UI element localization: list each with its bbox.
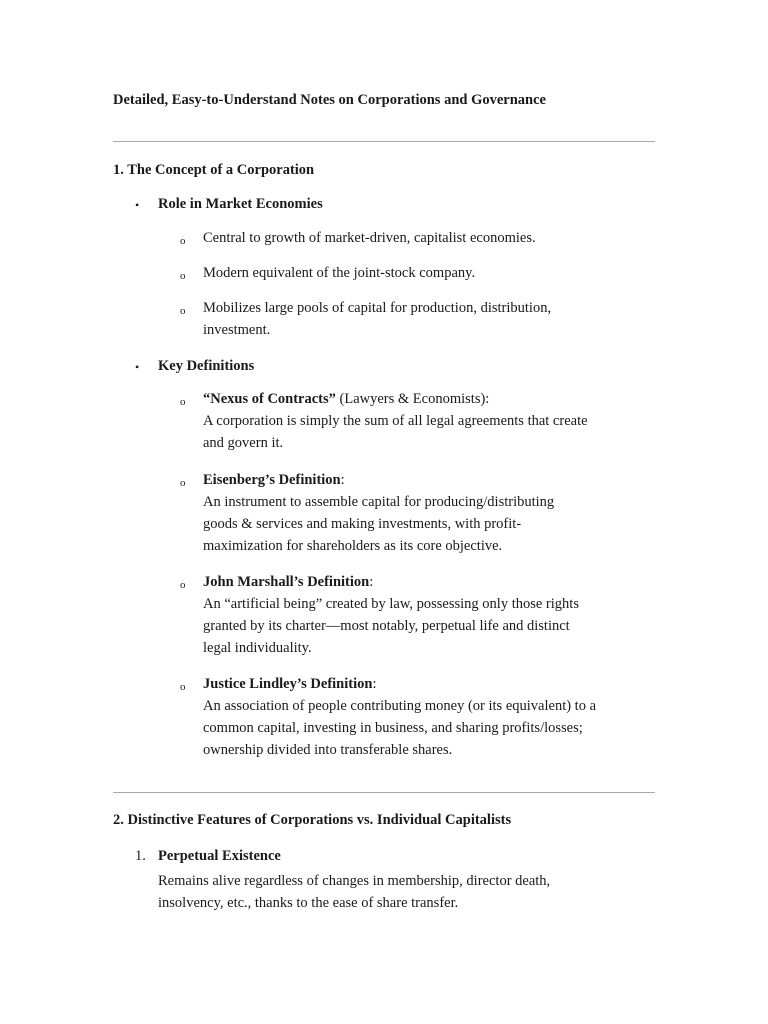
definition-term-suffix: (Lawyers & Economists): — [335, 391, 490, 407]
item-text-line: common capital, investing in business, and sharing profits/losses; — [203, 720, 583, 736]
bullet-marker: • — [135, 198, 140, 212]
horizontal-rule — [113, 141, 655, 142]
item-text-line: An “artificial being” created by law, possessing only those rights — [203, 596, 579, 612]
definition-term-suffix: : — [340, 472, 345, 488]
horizontal-rule — [113, 792, 655, 793]
definition-term: Eisenberg’s Definition — [203, 472, 341, 488]
item-text-line: An association of people contributing money (or its equivalent) to a — [203, 698, 597, 714]
definition-term: John Marshall’s Definition — [203, 574, 370, 590]
definition-term-suffix: : — [369, 574, 374, 590]
definition-term: “Nexus of Contracts” — [203, 391, 336, 407]
item-text-line: Remains alive regardless of changes in membership, director death, — [158, 873, 551, 889]
circle-bullet-marker: o — [180, 579, 186, 591]
bullet-label: Role in Market Economies — [158, 196, 323, 212]
item-text-line: Central to growth of market-driven, capitalist economies. — [203, 230, 536, 246]
definition-term-suffix: : — [372, 676, 377, 692]
item-text-line: ownership divided into transferable shares. — [203, 742, 453, 758]
definition-term: Justice Lindley’s Definition — [203, 676, 373, 692]
circle-bullet-marker: o — [180, 235, 186, 247]
document-title: Detailed, Easy-to-Understand Notes on Corporations and Governance — [113, 92, 546, 108]
item-text-line: An instrument to assemble capital for producing/distributing — [203, 494, 555, 510]
circle-bullet-marker: o — [180, 396, 186, 408]
circle-bullet-marker: o — [180, 477, 186, 489]
item-text-line: insolvency, etc., thanks to the ease of share transfer. — [158, 895, 459, 911]
item-text-line: legal individuality. — [203, 640, 312, 656]
item-text-line: goods & services and making investments, with profit- — [203, 516, 522, 532]
item-text-line: Modern equivalent of the joint-stock company. — [203, 265, 476, 281]
circle-bullet-marker: o — [180, 305, 186, 317]
item-text-line: maximization for shareholders as its core objective. — [203, 538, 503, 554]
item-text-line: A corporation is simply the sum of all legal agreements that create — [203, 413, 588, 429]
item-text-line: and govern it. — [203, 435, 284, 451]
circle-bullet-marker: o — [180, 270, 186, 282]
section-heading-2: 2. Distinctive Features of Corporations vs. Individual Capitalists — [113, 812, 512, 828]
item-text-line: Mobilizes large pools of capital for production, distribution, — [203, 300, 552, 316]
item-text-line: granted by its charter—most notably, perpetual life and distinct — [203, 618, 570, 634]
circle-bullet-marker: o — [180, 681, 186, 693]
section-heading-1: 1. The Concept of a Corporation — [113, 162, 315, 178]
number-marker: 1. — [135, 848, 146, 864]
bullet-label: Key Definitions — [158, 358, 255, 374]
item-text-line: investment. — [203, 322, 271, 338]
bullet-marker: • — [135, 360, 140, 374]
numbered-item-label: Perpetual Existence — [158, 848, 281, 864]
